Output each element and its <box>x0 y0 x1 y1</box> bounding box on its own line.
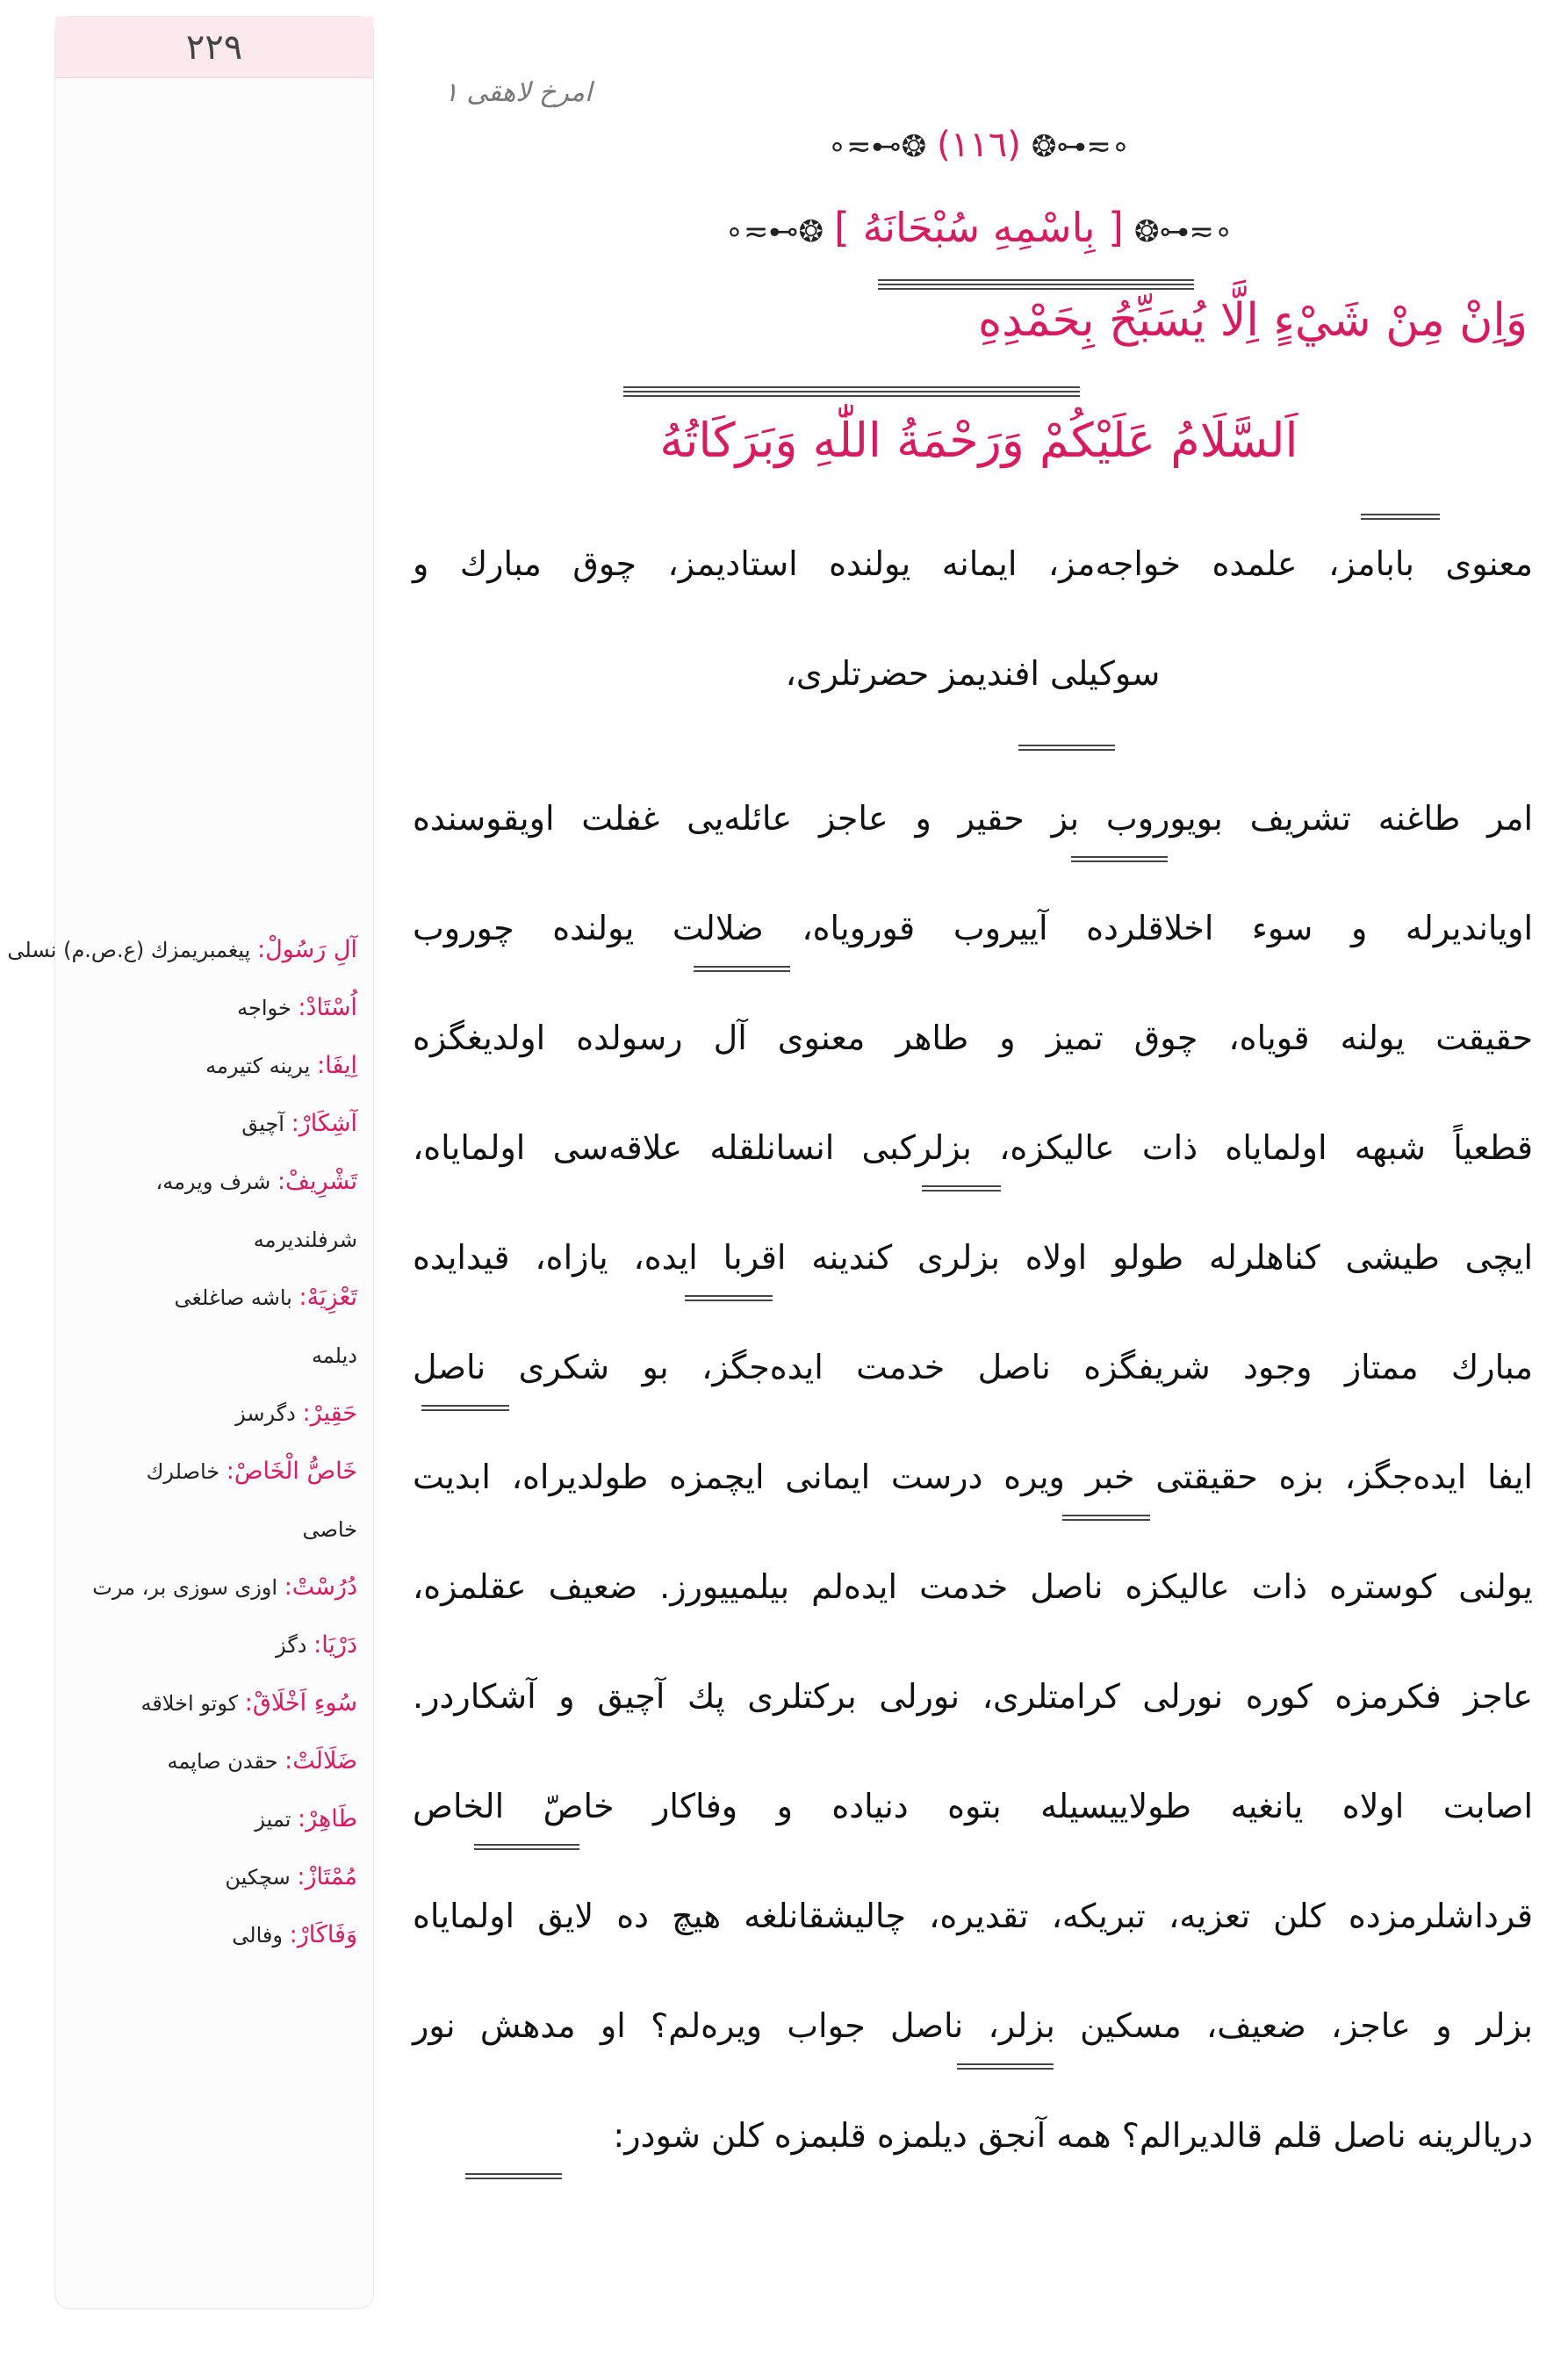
reference-note: امرخ لاهقی ١ <box>443 77 593 108</box>
flourish-ornament: ❂⊶≂∘ <box>724 214 824 249</box>
glossary-entry: آشِكَارْ: آچیق <box>241 1110 357 1137</box>
text-line: اویاندیرله و سوء اخلاقلرده آییروب قورویاه، ضلالت یولنده چوروب <box>413 909 1533 947</box>
text-line: عاجز فکرمزه کوره نورلی کرامتلری، نورلی برکتلری پك آچیق و آشکاردر. <box>413 1677 1533 1716</box>
letter-number: (١١٦) <box>937 125 1021 165</box>
glossary-entry: خَاصُّ الْخَاصْ: خاصلرك <box>146 1458 357 1485</box>
glossary-entry: سُوءِ اَخْلَاقْ: کوتو اخلاقه <box>140 1689 357 1717</box>
overline-mark <box>1062 1515 1150 1527</box>
text-line: سوكیلی افندیمز حضرتلری، <box>785 654 1161 693</box>
quran-verse: وَاِنْ مِنْ شَيْءٍ اِلَّا يُسَبِّحُ بِحَمْدِهِ <box>977 294 1528 347</box>
overline-mark <box>685 1295 773 1307</box>
overline-mark <box>878 279 1194 292</box>
overline-mark <box>465 2173 562 2185</box>
text-line: دریالرینه ناصل قلم قالدیرالم؟ همه آنجق دیلمزه قلبمزه کلن شودر: <box>613 2116 1533 2155</box>
glossary-entry: اُسْتَادْ: خواجه <box>237 994 357 1021</box>
glossary-entry: طَاهِرْ: تمیز <box>255 1805 357 1832</box>
salam-greeting: اَلسَّلَامُ عَلَيْكُمْ وَرَحْمَةُ اللّٰهِ وَبَرَكَاتُهُ <box>659 413 1298 468</box>
text-line: بزلر و عاجز، ضعیف، مسکین بزلر، ناصل جواب ویره‌لم؟ او مدهش نور <box>413 2006 1533 2045</box>
overline-mark <box>1361 514 1440 526</box>
text-line: اصابت اولاه یانغیه طولاییسیله بتوه دنیاده و وفاکار خاصّ الخاص <box>413 1787 1533 1825</box>
letter-number-header <box>413 125 1545 165</box>
text-line: یولنی کوستره ذات عالیکزه ناصل خدمت ایده‌لم بیلمییورز. ضعیف عقلمزه، <box>413 1567 1533 1606</box>
glossary-entry: آلِ رَسُولْ: پیغمبریمزك (ع.ص.م) نسلی <box>7 936 357 963</box>
text-line: ایفا ایده‌جگز، بزه حقیقتی خبر ویره درست ایمانی ایچمزه طولدیراه، ابدیت <box>413 1458 1533 1496</box>
flourish-ornament: ∘≂⊷❂ <box>1031 129 1131 164</box>
basmala-header <box>413 204 1545 251</box>
glossary-entry: دیلمه <box>311 1343 357 1368</box>
glossary-entry: اِيفَا: یرینه کتیرمه <box>205 1052 357 1079</box>
overline-mark <box>694 966 790 978</box>
glossary-list <box>7 921 357 1964</box>
overline-mark <box>421 1405 509 1417</box>
flourish-ornament: ❂⊶≂∘ <box>827 129 927 164</box>
glossary-entry: حَقِيرْ: دگرسز <box>235 1400 357 1427</box>
text-line: ایچی طیشی کناهلرله طولو اولاه بزلری کندینه اقربا ایده، یازاه، قیدایده <box>413 1238 1533 1277</box>
body-paragraph <box>413 764 1533 2191</box>
salutation-paragraph <box>413 509 1533 729</box>
text-line: مبارك ممتاز وجود شریفگزه ناصل خدمت ایده‌جگز، بو شکری ناصل <box>413 1348 1533 1386</box>
page-number: ٢٢٩ <box>55 17 373 78</box>
text-line: معنوی بابامز، علمده خواجه‌مز، ایمانه یولنده استادیمز، چوق مبارك و <box>413 544 1533 583</box>
overline-mark <box>1071 856 1168 868</box>
text-line: حقیقت یولنه قویاه، چوق تمیز و طاهر معنوی آل رسولده اولدیغگزه <box>413 1019 1533 1057</box>
basmala: [ بِاسْمِهِ سُبْحَانَهُ ] <box>834 204 1124 251</box>
glossary-entry: وَفَاكَارْ: وفالی <box>232 1921 357 1948</box>
glossary-entry: دَرْيَا: دگز <box>276 1631 357 1659</box>
flourish-ornament: ∘≂⊷❂ <box>1133 214 1234 249</box>
glossary-entry: مُمْتَازْ: سچکین <box>225 1863 357 1890</box>
glossary-entry: ضَلَالَتْ: حقدن صاپمه <box>167 1747 357 1775</box>
overline-mark <box>623 386 1080 399</box>
text-line: قرداشلرمزده کلن تعزیه، تبریکه، تقدیره، چالیشقانلغه هیچ ده لایق اولمایاه <box>413 1897 1533 1935</box>
glossary-sidebar <box>7 16 374 2309</box>
glossary-entry: شرفلندیرمه <box>253 1228 357 1252</box>
overline-mark <box>922 1185 1001 1198</box>
overline-mark <box>957 2063 1054 2076</box>
glossary-entry: تَشْرِيفْ: شرف ویرمه، <box>155 1168 357 1195</box>
main-text <box>413 0 1545 2376</box>
glossary-entry: خاصی <box>302 1517 357 1542</box>
text-line: امر طاغنه تشریف بویوروب بز حقیر و عاجز عائله‌یی غفلت اویقوسنده <box>413 799 1533 838</box>
glossary-entry: تَعْزِيَهْ: باشه صاغلغی <box>174 1284 357 1311</box>
glossary-entry: دُرُسْتْ: اوزی سوزی بر، مرت <box>92 1573 357 1601</box>
text-line: قطعیاً شبهه اولمایاه ذات عالیکزه، بزلرکبی انسانلقله علاقه‌سی اولمایاه، <box>413 1128 1533 1167</box>
overline-mark <box>474 1844 579 1856</box>
overline-mark <box>1018 745 1115 757</box>
